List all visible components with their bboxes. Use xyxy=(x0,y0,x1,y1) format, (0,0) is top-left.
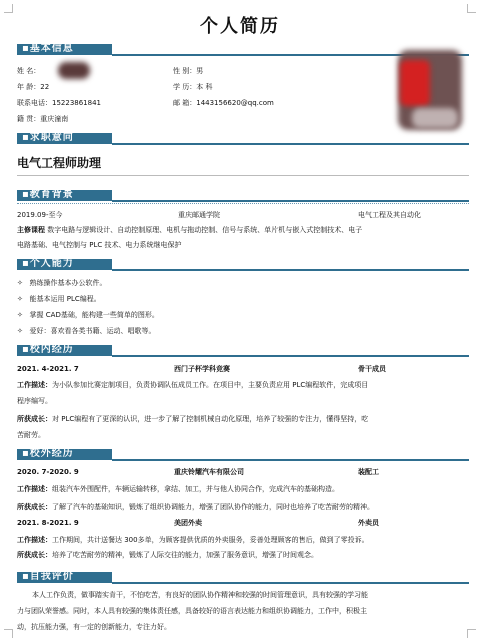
external-date: 2021. 8-2021. 9 xyxy=(17,519,79,527)
ability-item: ✧ 掌握 CAD基础，能构建一些简单的图形。 xyxy=(17,311,159,319)
section-rule xyxy=(112,582,469,584)
campus-gain: 苦耐劳。 xyxy=(17,431,45,439)
campus-work: 工作描述：为小队参加比赛定制项目，负责协调队伍成员工作。在项目中，主要负责应用 PLC编程软件，完成项目 xyxy=(17,381,369,389)
external-work: 工作描述：工作期间，共计送餐达 300多单，为顾客提供优质的外卖服务，妥善处理顾客的售后，做到了零投诉。 xyxy=(17,536,369,544)
section-label: ▪求职意向 xyxy=(22,132,74,143)
section-header-external xyxy=(17,447,469,461)
education-major: 电气工程及其自动化 xyxy=(358,211,421,219)
external-org: 美团外卖 xyxy=(174,519,202,527)
external-gain: 所获成长：培养了吃苦耐劳的精神，锻炼了人际交往的能力，加强了服务意识，增强了时间观念。 xyxy=(17,551,318,559)
profile-photo xyxy=(398,50,462,130)
external-work: 工作描述：组装汽车外围配件，车辆运输转移，拿结、加工，并与他人协同合作，完成汽车的基础构造。 xyxy=(17,485,339,493)
section-header-objective xyxy=(17,131,469,145)
age-row: 年 龄：22 xyxy=(17,83,50,91)
education-courses-line: 电路基础、电气控制与 PLC 技术、电力系统继电保护 xyxy=(17,241,182,249)
page-corner-mark xyxy=(467,629,476,638)
external-role: 装配工 xyxy=(358,468,379,476)
campus-org: 西门子杯学科竞赛 xyxy=(174,365,230,373)
campus-date: 2021. 4-2021. 7 xyxy=(17,365,79,373)
section-header-ability xyxy=(17,257,469,271)
email-row: 邮 箱：1443156620@qq.com xyxy=(173,99,274,107)
section-label: ▪自我评价 xyxy=(22,571,74,582)
phone-row: 联系电话：15223861841 xyxy=(17,99,101,107)
redacted-name xyxy=(58,62,90,79)
section-label: ▪校内经历 xyxy=(22,344,74,355)
campus-work: 程序编写。 xyxy=(17,397,52,405)
section-label: ▪教育背景 xyxy=(22,189,74,200)
job-objective: 电气工程师助理 xyxy=(17,156,102,170)
section-dotted-rule xyxy=(17,203,469,204)
section-rule xyxy=(112,200,469,202)
gender-row: 性 别：男 xyxy=(173,67,204,75)
external-date: 2020. 7-2020. 9 xyxy=(17,468,79,476)
ability-item: ✧ 能基本运用 PLC编程。 xyxy=(17,295,101,303)
ability-item: ✧ 熟练操作基本办公软件。 xyxy=(17,279,107,287)
education-school: 重庆邮通学院 xyxy=(178,211,220,219)
ability-item: ✧ 爱好：喜欢看各类书籍、运动、唱歌等。 xyxy=(17,327,156,335)
self-eval-line: 力与团队荣誉感。同时，本人具有较强的集体责任感，具备较好的语言表达能力和组织协调能力，工作中，积极主 xyxy=(17,607,367,615)
section-rule xyxy=(112,459,469,461)
section-header-campus xyxy=(17,343,469,357)
degree-row: 学 历：本 科 xyxy=(173,83,213,91)
self-eval-line: 动，抗压能力强，有一定的创新能力，专注力好。 xyxy=(17,623,171,631)
external-role: 外卖员 xyxy=(358,519,379,527)
campus-role: 骨干成员 xyxy=(358,365,386,373)
external-gain: 所获成长：了解了汽车的基础知识，锻炼了组织协调能力，增强了团队协作的能力，同时也培养了吃苦耐劳的精神。 xyxy=(17,503,374,511)
section-rule xyxy=(112,355,469,357)
section-label: ▪基本信息 xyxy=(22,43,74,54)
divider xyxy=(17,175,469,176)
section-header-education xyxy=(17,188,469,202)
self-eval-line: 本人工作负责，做事踏实肯干，不怕吃苦，有良好的团队协作精神和较强的时间管理意识，具有较强的学习能 xyxy=(32,591,368,599)
origin-row: 籍 贯：重庆潼南 xyxy=(17,115,69,123)
education-courses-line: 主修课程 数字电路与逻辑设计、自动控制原理、电机与拖动控制、信号与系统、单片机与嵌入式控制技术、电子 xyxy=(17,226,363,234)
page-corner-mark xyxy=(4,629,13,638)
external-org: 重庆铃耀汽车有限公司 xyxy=(174,468,244,476)
section-rule xyxy=(112,143,469,145)
section-rule xyxy=(112,269,469,271)
education-period: 2019.09-至今 xyxy=(17,211,63,219)
page-title: 个人简历 xyxy=(200,16,280,37)
campus-gain: 所获成长：对 PLC编程有了更深的认识，进一步了解了控制机械自动化原理，培养了较强的专注力，懂得坚持，吃 xyxy=(17,415,369,423)
section-label: ▪个人能力 xyxy=(22,258,74,269)
name-label: 姓 名： xyxy=(17,67,41,75)
section-label: ▪校外经历 xyxy=(22,448,74,459)
section-header-self-eval xyxy=(17,570,469,584)
